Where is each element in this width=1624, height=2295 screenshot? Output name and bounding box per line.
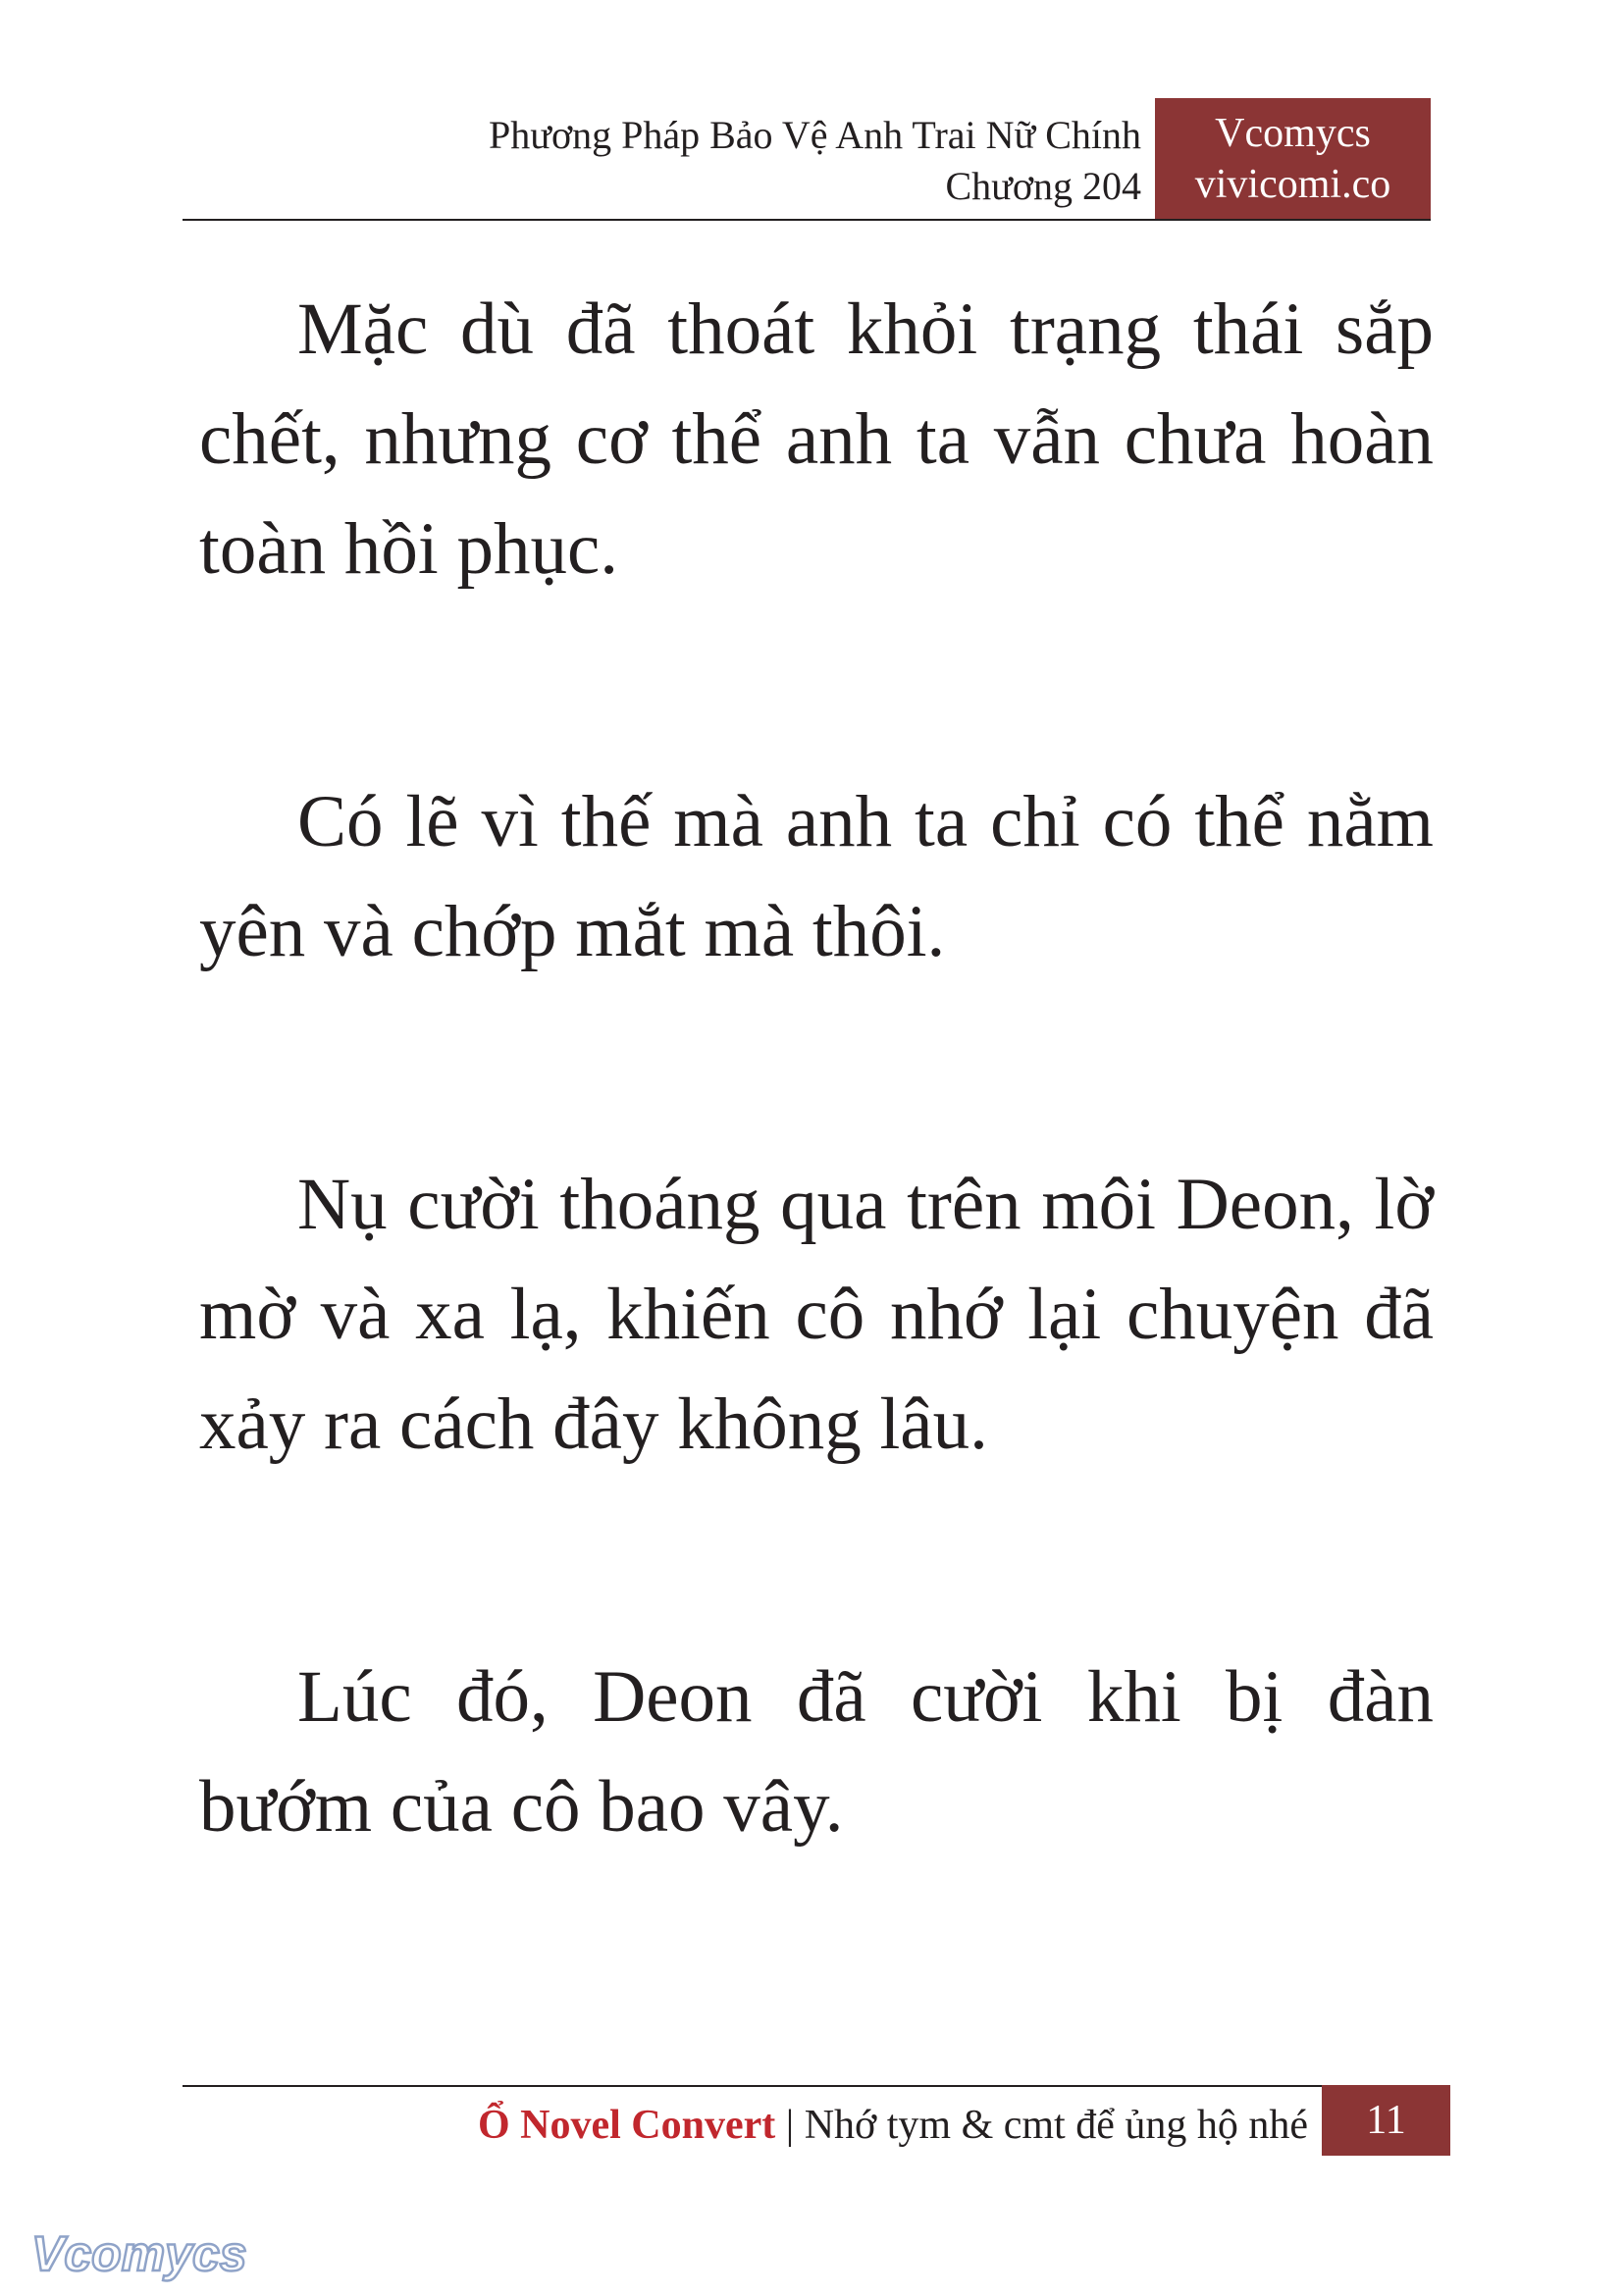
chapter-label: Chương 204 [945, 164, 1141, 208]
page-footer [478, 2096, 1308, 2155]
paragraph: Lúc đó, Deon đã cười khi bị đàn bướm của cô bao vây. [199, 1656, 1434, 1848]
chapter-body [199, 275, 1434, 2025]
paragraph: Mặc dù đã thoát khỏi trạng thái sắp chết, nhưng cơ thể anh ta vẫn chưa hoàn toàn hồi phục. [199, 288, 1434, 590]
footer-separator: | [775, 2103, 805, 2148]
site-badge [1155, 98, 1431, 219]
footer-message: Nhớ tym & cmt để ủng hộ nhé [804, 2103, 1308, 2148]
paragraph: Có lẽ vì thế mà anh ta chỉ có thể nằm yên và chớp mắt mà thôi. [199, 781, 1434, 972]
book-title: Phương Pháp Bảo Vệ Anh Trai Nữ Chính [489, 113, 1141, 157]
vcomycs-watermark-logo [27, 2219, 253, 2288]
header-divider [183, 219, 1431, 221]
running-header [489, 110, 1141, 212]
site-url: vivicomi.co [1194, 162, 1391, 207]
paragraph: Nụ cười thoáng qua trên môi Deon, lờ mờ và xa lạ, khiến cô nhớ lại chuyện đã xảy ra cách đây không lâu. [199, 1164, 1434, 1465]
footer-divider [183, 2085, 1450, 2087]
page-number: 11 [1322, 2085, 1450, 2156]
footer-brand: Ổ Novel Convert [477, 2103, 776, 2148]
site-name: Vcomycs [1215, 111, 1371, 156]
watermark-text: Vcomycs [31, 2226, 247, 2281]
